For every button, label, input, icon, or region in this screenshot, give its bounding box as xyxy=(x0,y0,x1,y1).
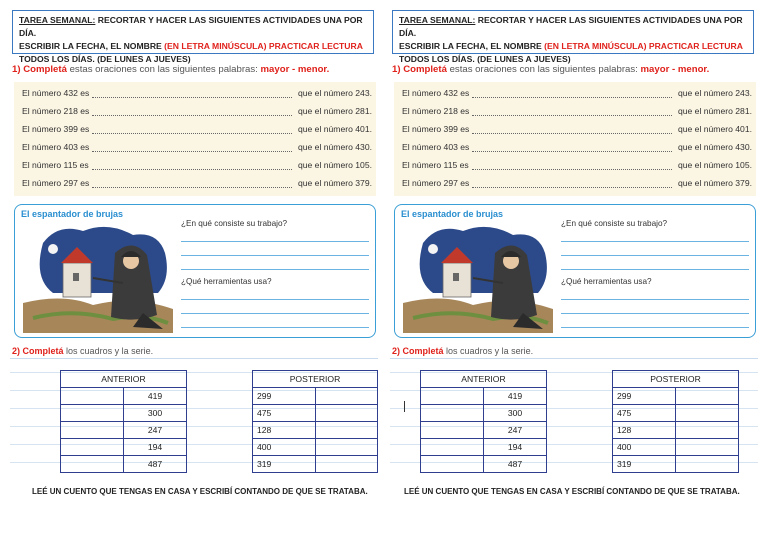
answer-cell[interactable] xyxy=(61,456,124,473)
sentence-row: El número 403 es que el número 430. xyxy=(402,142,752,152)
text-cursor xyxy=(404,401,405,412)
given-value: 419 xyxy=(124,388,187,405)
anterior-header: ANTERIOR xyxy=(61,371,187,388)
answer-cell[interactable] xyxy=(421,388,484,405)
story-title: El espantador de brujas xyxy=(21,209,124,219)
sentence-row: El número 403 es que el número 430. xyxy=(22,142,372,152)
answer-cell[interactable] xyxy=(61,405,124,422)
sentence-list xyxy=(14,82,376,196)
answer-cell[interactable] xyxy=(421,422,484,439)
activity-1-heading: 1) Completá estas oraciones con las siguientes palabras: mayor - menor. xyxy=(12,64,330,75)
instruction-highlight: (EN LETRA MINÚSCULA) PRACTICAR LECTURA xyxy=(544,41,743,51)
posterior-header: POSTERIOR xyxy=(613,371,739,388)
answer-cell[interactable] xyxy=(676,405,739,422)
answer-cell[interactable] xyxy=(315,422,377,439)
activity-2-heading: 2) Completá los cuadros y la serie. xyxy=(12,346,154,356)
answer-cell[interactable] xyxy=(61,422,124,439)
given-value: 128 xyxy=(253,422,316,439)
answer-cell[interactable] xyxy=(421,456,484,473)
witch-scarer-illustration xyxy=(23,223,173,333)
answer-line[interactable] xyxy=(181,299,369,300)
anterior-table xyxy=(420,370,547,473)
reading-instruction: LEÉ UN CUENTO QUE TENGAS EN CASA Y ESCRIBÍ CONTANDO DE QUE SE TRATABA. xyxy=(32,487,368,496)
question-tools: ¿Qué herramientas usa? xyxy=(561,277,652,286)
answer-cell[interactable] xyxy=(676,439,739,456)
sentence-row: El número 297 es que el número 379. xyxy=(402,178,752,188)
answer-cell[interactable] xyxy=(421,405,484,422)
sentence-row: El número 218 es que el número 281. xyxy=(22,106,372,116)
answer-line[interactable] xyxy=(561,299,749,300)
task-label: TAREA SEMANAL: xyxy=(399,15,476,25)
answer-line[interactable] xyxy=(181,255,369,256)
instruction-days: TODOS LOS DÍAS. (DE LUNES A JUEVES) xyxy=(399,54,571,64)
answer-line[interactable] xyxy=(561,327,749,328)
answer-line[interactable] xyxy=(561,241,749,242)
story-title: El espantador de brujas xyxy=(401,209,504,219)
given-value: 419 xyxy=(484,388,547,405)
given-value: 247 xyxy=(484,422,547,439)
given-value: 299 xyxy=(613,388,676,405)
sentence-row: El número 115 es que el número 105. xyxy=(402,160,752,170)
answer-line[interactable] xyxy=(561,269,749,270)
given-value: 487 xyxy=(484,456,547,473)
witch-scarer-illustration xyxy=(403,223,553,333)
answer-line[interactable] xyxy=(181,327,369,328)
worksheet-left xyxy=(10,0,378,543)
given-value: 300 xyxy=(124,405,187,422)
reading-instruction: LEÉ UN CUENTO QUE TENGAS EN CASA Y ESCRIBÍ CONTANDO DE QUE SE TRATABA. xyxy=(404,487,740,496)
answer-line[interactable] xyxy=(181,269,369,270)
given-value: 400 xyxy=(613,439,676,456)
answer-cell[interactable] xyxy=(676,456,739,473)
sentence-row: El número 115 es que el número 105. xyxy=(22,160,372,170)
task-text: RECORTAR Y HACER LAS SIGUIENTES ACTIVIDADES UNA POR DÍA. xyxy=(19,15,363,38)
answer-line[interactable] xyxy=(561,313,749,314)
posterior-header: POSTERIOR xyxy=(253,371,378,388)
activity-1-heading: 1) Completá estas oraciones con las siguientes palabras: mayor - menor. xyxy=(392,64,710,75)
answer-line[interactable] xyxy=(181,313,369,314)
divider xyxy=(10,358,378,359)
given-value: 300 xyxy=(484,405,547,422)
posterior-table xyxy=(612,370,739,473)
question-tools: ¿Qué herramientas usa? xyxy=(181,277,272,286)
given-value: 400 xyxy=(253,439,316,456)
answer-cell[interactable] xyxy=(421,439,484,456)
instructions-box xyxy=(12,10,374,64)
answer-cell[interactable] xyxy=(315,439,377,456)
answer-cell[interactable] xyxy=(315,388,377,405)
worksheet-right xyxy=(390,0,758,543)
posterior-table xyxy=(252,370,378,473)
given-value: 487 xyxy=(124,456,187,473)
sentence-row: El número 432 es que el número 243. xyxy=(402,88,752,98)
instruction-highlight: (EN LETRA MINÚSCULA) PRACTICAR LECTURA xyxy=(164,41,363,51)
activity-2-heading: 2) Completá los cuadros y la serie. xyxy=(392,346,534,356)
sentence-row: El número 399 es que el número 401. xyxy=(22,124,372,134)
instruction-text: ESCRIBIR LA FECHA, EL NOMBRE xyxy=(399,41,545,51)
divider xyxy=(390,358,758,359)
question-work: ¿En qué consiste su trabajo? xyxy=(181,219,288,228)
sentence-row: El número 399 es que el número 401. xyxy=(402,124,752,134)
reading-card xyxy=(394,204,756,338)
instruction-text: ESCRIBIR LA FECHA, EL NOMBRE xyxy=(19,41,165,51)
task-text: RECORTAR Y HACER LAS SIGUIENTES ACTIVIDADES UNA POR DÍA. xyxy=(399,15,743,38)
question-work: ¿En qué consiste su trabajo? xyxy=(561,219,668,228)
answer-line[interactable] xyxy=(181,241,369,242)
sentence-row: El número 432 es que el número 243. xyxy=(22,88,372,98)
answer-cell[interactable] xyxy=(315,405,377,422)
given-value: 194 xyxy=(484,439,547,456)
given-value: 319 xyxy=(253,456,316,473)
answer-line[interactable] xyxy=(561,255,749,256)
given-value: 128 xyxy=(613,422,676,439)
instruction-days: TODOS LOS DÍAS. (DE LUNES A JUEVES) xyxy=(19,54,191,64)
anterior-table xyxy=(60,370,187,473)
instructions-box xyxy=(392,10,754,64)
sentence-list xyxy=(394,82,756,196)
task-label: TAREA SEMANAL: xyxy=(19,15,96,25)
given-value: 299 xyxy=(253,388,316,405)
given-value: 319 xyxy=(613,456,676,473)
answer-cell[interactable] xyxy=(61,388,124,405)
given-value: 247 xyxy=(124,422,187,439)
sentence-row: El número 297 es que el número 379. xyxy=(22,178,372,188)
given-value: 475 xyxy=(613,405,676,422)
given-value: 475 xyxy=(253,405,316,422)
sentence-row: El número 218 es que el número 281. xyxy=(402,106,752,116)
anterior-header: ANTERIOR xyxy=(421,371,547,388)
answer-cell[interactable] xyxy=(61,439,124,456)
reading-card xyxy=(14,204,376,338)
given-value: 194 xyxy=(124,439,187,456)
answer-cell[interactable] xyxy=(676,388,739,405)
answer-cell[interactable] xyxy=(315,456,377,473)
answer-cell[interactable] xyxy=(676,422,739,439)
